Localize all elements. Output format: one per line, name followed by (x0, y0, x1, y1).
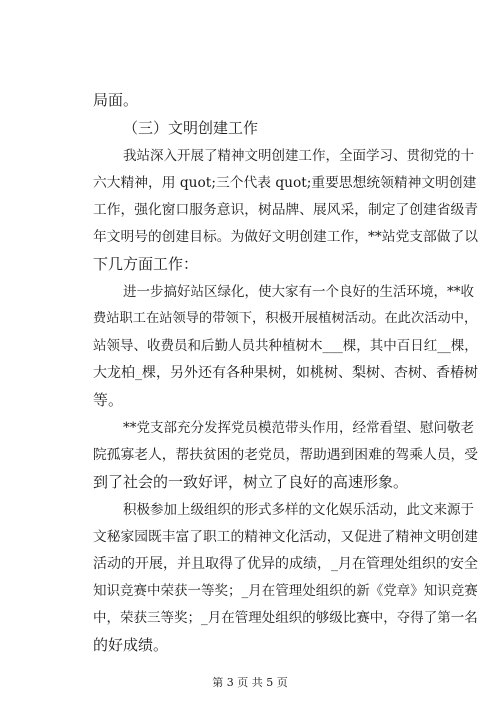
text-line: 费站职工在站领导的带领下，积极开展植树活动。在此次活动中， (93, 311, 478, 326)
page-number-footer: 第 3 页 共 5 页 (212, 676, 288, 689)
text-line: 进一步搞好站区绿化，使大家有一个良好的生活环境，**收 (123, 284, 474, 300)
text-line: 的好成绩。 (93, 636, 169, 654)
text-line: 工作，强化窗口服务意识，树品牌、展风采，制定了创建省级青 (93, 202, 479, 218)
text-line: 文秘家园既丰富了职工的精神文化活动，又促进了精神文明创建 (93, 529, 479, 545)
text-line: 中，荣获三等奖；_月在管理处组织的够级比赛中，夺得了第一名 (93, 610, 478, 626)
text-line: 站领导、收费员和后勤人员共种植树木___棵，其中百日红__棵， (93, 338, 478, 354)
text-line: 年文明号的创建目标。为做好文明创建工作，**站党支部做了以 (93, 229, 479, 245)
text-line: 六大精神，用 quot;三个代表 quot;重要思想统领精神文明创建 (93, 175, 477, 191)
text-line: 等。 (93, 391, 124, 409)
section-heading: （三）文明创建工作 (123, 119, 259, 137)
text-line: 下几方面工作： (93, 255, 199, 273)
text-line: **党支部充分发挥党员模范带头作用，经常看望、慰问敬老 (123, 420, 474, 436)
text-line: 大龙柏_棵，另外还有各种果树，如桃树、梨树、杏树、香椿树 (93, 365, 478, 381)
text-line: 院孤寡老人，帮扶贫困的老党员，帮助遇到困难的驾乘人员，受 (93, 447, 479, 463)
text-line: 局面。 (93, 91, 139, 109)
text-line: 积极参加上级组织的形式多样的文化娱乐活动，此文来源于 (123, 502, 474, 518)
text-line: 知识竞赛中荣获一等奖；_月在管理处组织的新《党章》知识竞赛 (93, 583, 478, 599)
text-line: 我站深入开展了精神文明创建工作，全面学习、贯彻党的十 (123, 148, 474, 164)
text-line: 活动的开展，并且取得了优异的成绩，_月在管理处组织的安全 (93, 556, 478, 572)
text-line: 到了社会的一致好评，树立了良好的高速形象。 (93, 473, 409, 491)
